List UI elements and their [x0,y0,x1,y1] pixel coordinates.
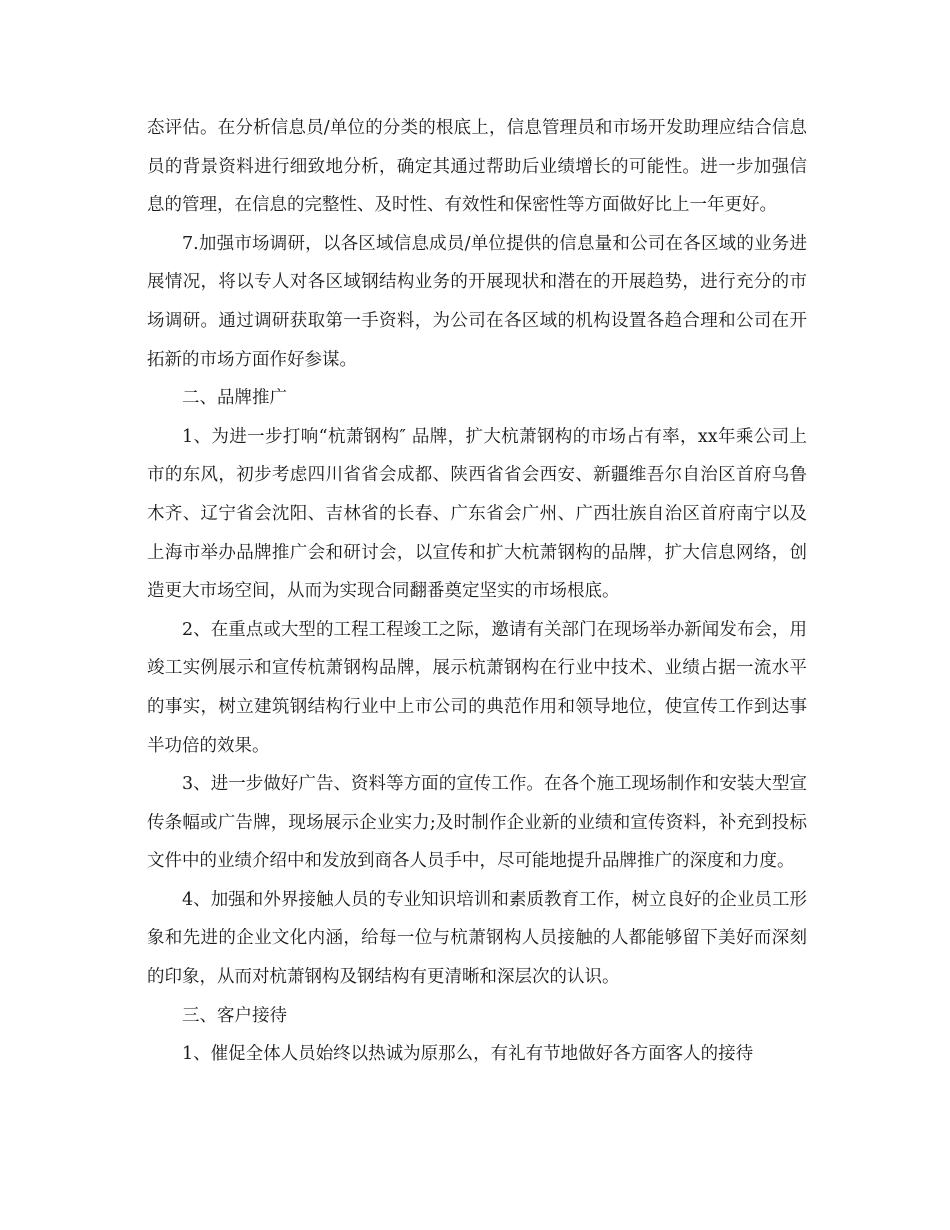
section-heading-customer-reception: 三、客户接待 [182,1005,287,1026]
paragraph-item-7-market-research: 7.加强市场调研，以各区域信息成员/单位提供的信息量和公司在各区域的业务进展情况，将以专人对各区域钢结构业务的开展现状和潜在的开展趋势，进行充分的市场调研。通过调研获取第一手资料，为公司在各区域的机构设置各趋合理和公司在开拓新的市场方面作好参谋。 [147,233,807,370]
paragraph-brand-item-1: 1、为进一步打响“杭萧钢构″ 品牌，扩大杭萧钢构的市场占有率，xx年乘公司上市的东风，初步考虑四川省省会成都、陕西省省会西安、新疆维吾尔自治区首府乌鲁木齐、辽宁省会沈阳、吉林省的长春、广东省会广州、广西壮族自治区首府南宁以及上海市举办品牌推广会和研讨会，以宣传和扩大杭萧钢构的品牌，扩大信息网络，创造更大市场空间，从而为实现合同翻番奠定坚实的市场根底。 [147,426,807,602]
document-body [147,109,807,1074]
section-heading-brand-promotion: 二、品牌推广 [182,388,287,409]
paragraph-continuation: 态评估。在分析信息员/单位的分类的根底上，信息管理员和市场开发助理应结合信息员的背景资料进行细致地分析，确定其通过帮助后业绩增长的可能性。进一步加强信息的管理，在信息的完整性、及时性、有效性和保密性等方面做好比上一年更好。 [147,118,807,216]
paragraph-brand-item-2: 2、在重点或大型的工程工程竣工之际，邀请有关部门在现场举办新闻发布会，用竣工实例展示和宣传杭萧钢构品牌，展示杭萧钢构在行业中技术、业绩占据一流水平的事实，树立建筑钢结构行业中上市公司的典范作用和领导地位，使宣传工作到达事半功倍的效果。 [147,619,807,756]
paragraph-reception-item-1: 1、催促全体人员始终以热诚为原那么，有礼有节地做好各方面客人的接待 [182,1044,754,1065]
paragraph-brand-item-3: 3、进一步做好广告、资料等方面的宣传工作。在各个施工现场制作和安装大型宣传条幅或广告牌，现场展示企业实力;及时制作企业新的业绩和宣传资料，补充到投标文件中的业绩介绍中和发放到商各人员手中，尽可能地提升品牌推广的深度和力度。 [147,774,807,872]
paragraph-brand-item-4: 4、加强和外界接触人员的专业知识培训和素质教育工作，树立良好的企业员工形象和先进的企业文化内涵，给每一位与杭萧钢构人员接触的人都能够留下美好而深刻的印象，从而对杭萧钢构及钢结构有更清晰和深层次的认识。 [147,889,807,988]
